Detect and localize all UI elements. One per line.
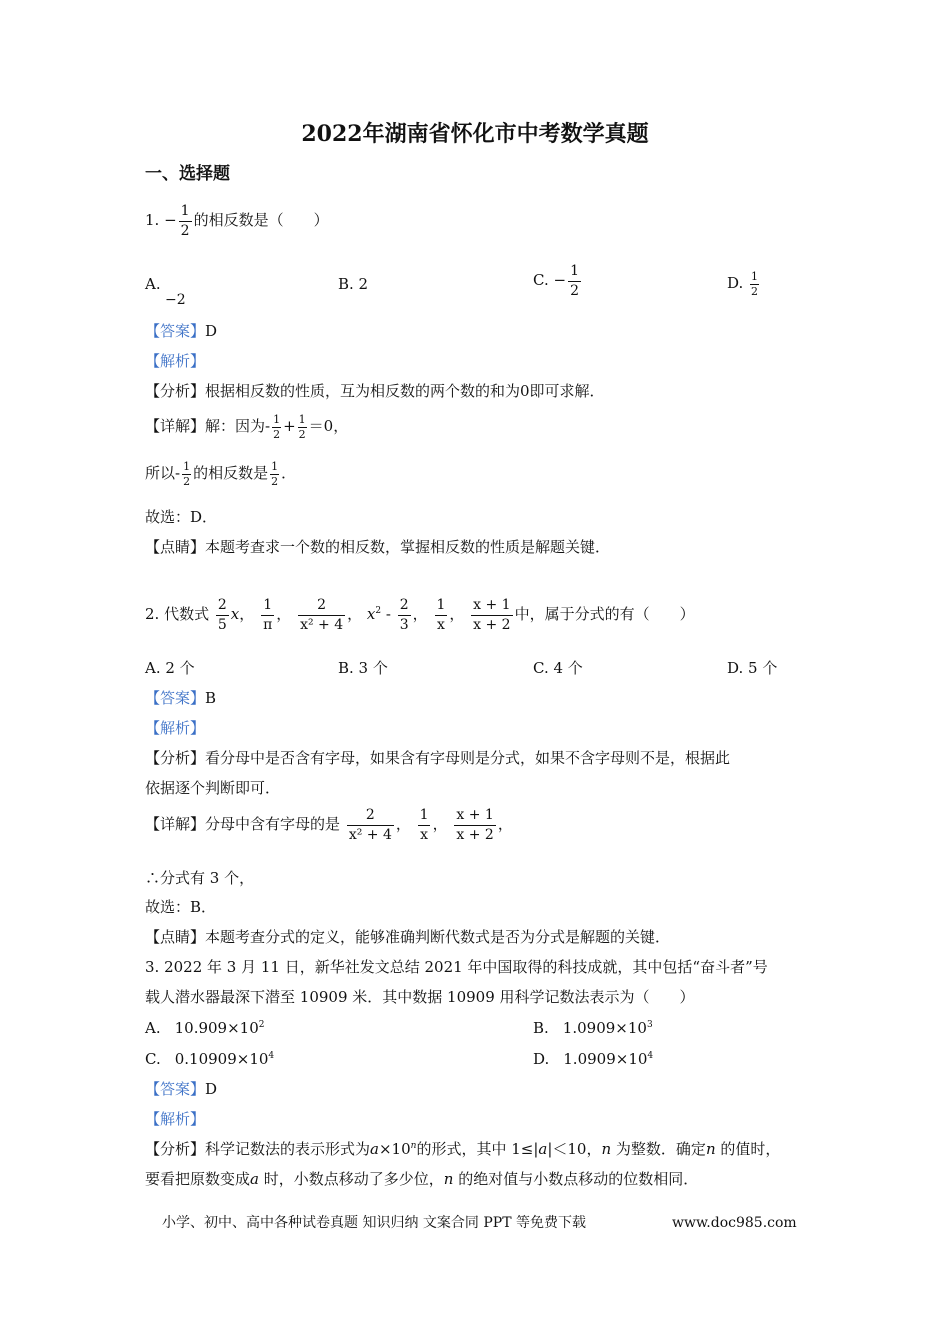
q1-analysis-tag: 【解析】 — [145, 352, 206, 370]
q3-option-d: D. $1.0909\times 10^4$ — [533, 1050, 654, 1068]
q2-option-a: A. 2 个 — [145, 659, 195, 677]
q3-fenxi-line2: 要看把原数变成a 时，小数点移动了多少位，n 的绝对值与小数点移动的位数相同． — [145, 1170, 699, 1188]
q1-xiangjie: 【详解】解：因为- $\frac{1}{2}$ + $\frac{1}{2}$ ＝0， — [145, 413, 349, 441]
q2-dianjing: 【点睛】本题考查分式的定义，能够准确判断代数式是否为分式是解题的关键． — [145, 928, 671, 946]
footer-url[interactable]: www.doc985.com — [672, 1215, 797, 1231]
q3-option-a: A. $10.909\times 10^2$ — [145, 1019, 265, 1037]
q1-fraction: $\frac{1}{2}$ — [180, 203, 190, 239]
q2-option-c: C. 4 个 — [533, 659, 583, 677]
q1-option-d: D. $\frac{1}{2}$ — [727, 270, 759, 298]
q1-option-a: A. — [145, 275, 161, 293]
q2-fenxi-line2: 依据逐个判断即可． — [145, 779, 281, 797]
q3-answer: 【答案】D — [145, 1080, 218, 1098]
q1-xiangjie-line2: 所以- $\frac{1}{2}$ 的相反数是 $\frac{1}{2}$ ． — [145, 460, 297, 488]
q2-option-d: D. 5 个 — [727, 659, 778, 677]
q2-analysis-tag: 【解析】 — [145, 719, 206, 737]
q3-stem-line1: 3. 2022 年 3 月 11 日，新华社发文总结 2021 年中国取得的科技成就，其中包括“奋斗者”号 — [145, 958, 768, 976]
q1-option-c: C. − $\frac{1}{2}$ — [533, 263, 579, 299]
q2-stem: 2. 代数式 $\frac{2}{5}$ x， $\frac{1}{\pi}$ ， $\frac{2}{\text{x² + 4}}$ ， $x^2$ - $\frac{2}{3}$ ， $\frac{1}{x}$ ， $\frac{x + 1}{x + 2}$ 中，属于分式的有（ ） — [145, 597, 695, 633]
q1-dianjing: 【点睛】本题考查求一个数的相反数，掌握相反数的性质是解题关键． — [145, 538, 611, 556]
q2-xiangjie: 【详解】分母中含有字母的是 $\frac{2}{\text{x² + 4}}$ ， $\frac{1}{x}$ ， $\frac{x + 1}{x + 2}$ ， — [145, 807, 513, 843]
q2-conclude: 故选：B． — [145, 898, 217, 916]
q1-option-b: B. 2 — [338, 275, 369, 293]
footer-text: 小学、初中、高中各种试卷真题 知识归纳 文案合同 PPT 等免费下载 — [162, 1215, 586, 1231]
q3-fenxi-line1: 【分析】科学记数法的表示形式为$a\times 10^n$的形式，其中 1≤|a|＜10，n 为整数．确定n 的值时， — [145, 1140, 781, 1158]
q2-option-b: B. 3 个 — [338, 659, 388, 677]
q1-conclude: 故选：D． — [145, 508, 218, 526]
q1-fenxi: 【分析】根据相反数的性质，互为相反数的两个数的和为0即可求解． — [145, 382, 605, 400]
q1-answer: 【答案】D — [145, 322, 218, 340]
q1-option-a-value: −2 — [165, 292, 186, 308]
page-title: 2022年湖南省怀化市中考数学真题 — [301, 121, 649, 147]
q2-therefore: ∴分式有 3 个， — [145, 869, 255, 887]
q3-option-b: B. $1.0909\times 10^3$ — [533, 1019, 653, 1037]
section-heading: 一、选择题 — [145, 164, 230, 184]
q3-analysis-tag: 【解析】 — [145, 1110, 206, 1128]
q3-option-c: C. $0.10909\times 10^4$ — [145, 1050, 275, 1068]
q1-stem: 1. − $\frac{1}{2}$ 的相反数是（ ） — [145, 203, 329, 239]
q3-stem-line2: 载人潜水器最深下潜至 10909 米．其中数据 10909 用科学记数法表示为（ ） — [145, 988, 695, 1006]
q2-fenxi-line1: 【分析】看分母中是否含有字母，如果含有字母则是分式，如果不含字母则不是，根据此 — [145, 749, 731, 767]
q2-answer: 【答案】B — [145, 689, 217, 707]
